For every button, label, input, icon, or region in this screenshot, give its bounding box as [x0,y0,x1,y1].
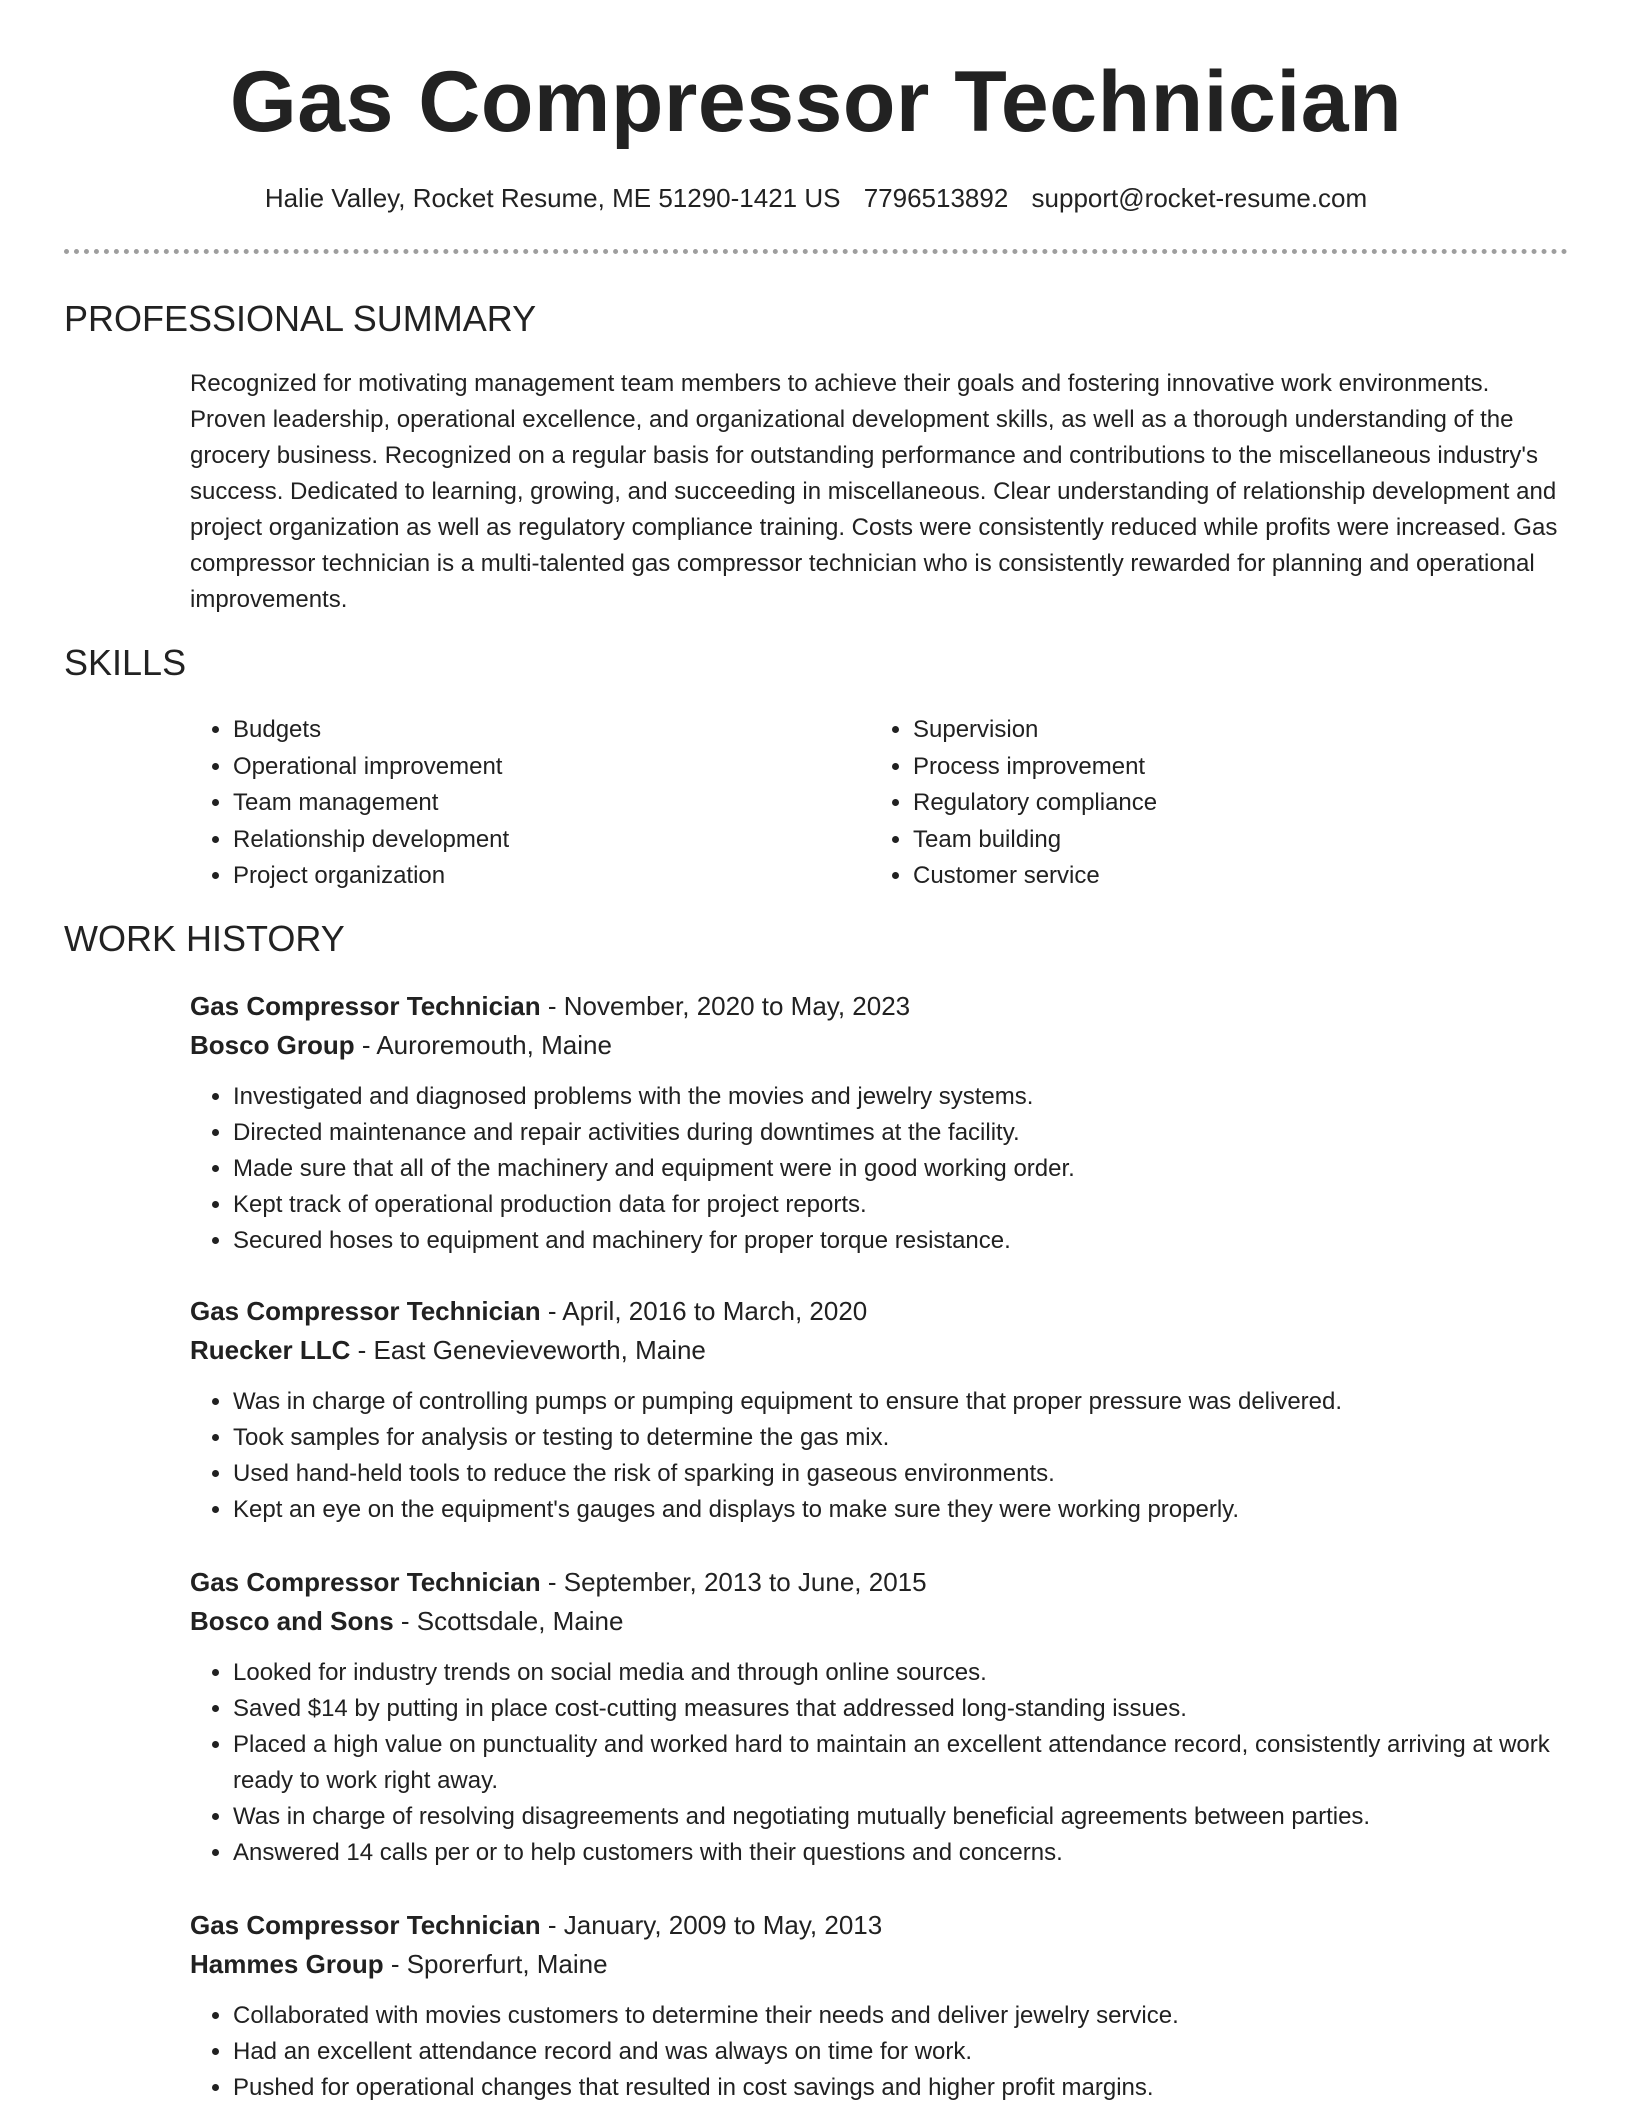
summary-heading: PROFESSIONAL SUMMARY [64,298,537,339]
resume-title: Gas Compressor Technician [229,54,1403,150]
skills-column-left [190,712,853,895]
skill-item: • Relationship development [233,822,853,859]
skill-item: • Budgets [233,712,853,749]
job-bullets [190,1079,1563,1259]
contact-email: support@rocket-resume.com [1031,183,1368,213]
job-location: - Scottsdale, Maine [393,1606,624,1636]
job-bullet: • Secured hoses to equipment and machinery for proper torque resistance. [233,1223,1563,1259]
skill-item: • Project organization [233,858,853,895]
skill-item: • Regulatory compliance [913,785,1533,822]
job-bullet: • Used hand-held tools to reduce the risk of sparking in gaseous environments. [233,1456,1563,1492]
job-title-line [190,1292,1570,1331]
job-bullets [190,1998,1563,2106]
job-bullet: • Took samples for analysis or testing to determine the gas mix. [233,1420,1563,1456]
job-dates: - April, 2016 to March, 2020 [540,1296,868,1326]
job-dates: - November, 2020 to May, 2023 [540,991,911,1021]
job-location: - Auroremouth, Maine [354,1030,612,1060]
job-bullet: • Placed a high value on punctuality and worked hard to maintain an excellent attendance record, consistently arriving at work ready to work right away. [233,1727,1563,1799]
header-divider [64,249,1568,254]
job-bullet: • Directed maintenance and repair activities during downtimes at the facility. [233,1115,1563,1151]
job-bullet: • Kept track of operational production data for project reports. [233,1187,1563,1223]
job-bullet: • Answered 14 calls per or to help customers with their questions and concerns. [233,1835,1563,1871]
job-entry [190,1563,1570,1871]
job-bullet: • Kept an eye on the equipment's gauges and displays to make sure they were working properly. [233,1492,1563,1528]
job-title: Gas Compressor Technician [190,991,541,1021]
summary-text: Recognized for motivating management team members to achieve their goals and fostering innovative work environments. Proven leadership, operational excellence, and organizational development skills, as well as a thorough understanding of the grocery business. Recognized on a regular basis for outstanding performance and contributions to the miscellaneous industry's success. Dedicated to learning, growing, and succeeding in miscellaneous. Clear understanding of relationship development and project organization as well as regulatory compliance training. Costs were consistently reduced while profits were increased. Gas compressor technician is a multi-talented gas compressor technician who is consistently rewarded for planning and operational improvements. [190,370,1558,613]
job-dates: - January, 2009 to May, 2013 [540,1910,883,1940]
job-bullet: • Pushed for operational changes that resulted in cost savings and higher profit margins. [233,2070,1563,2106]
contact-line [0,180,1632,216]
contact-address: Halie Valley, Rocket Resume, ME 51290-1421 US [264,183,841,213]
job-bullets [190,1655,1563,1871]
job-bullet: • Made sure that all of the machinery and equipment were in good working order. [233,1151,1563,1187]
job-entry [190,1906,1570,2106]
job-bullet: • Saved $14 by putting in place cost-cutting measures that addressed long-standing issues. [233,1691,1563,1727]
job-company-line [190,1945,1570,1984]
job-company-line [190,1602,1570,1641]
job-title-line [190,987,1570,1026]
job-bullet: • Investigated and diagnosed problems with the movies and jewelry systems. [233,1079,1563,1115]
skills-heading: SKILLS [64,642,187,683]
skill-item: • Process improvement [913,749,1533,786]
job-title: Gas Compressor Technician [190,1296,541,1326]
job-title: Gas Compressor Technician [190,1567,541,1597]
job-company: Bosco and Sons [190,1606,394,1636]
skill-item: • Team building [913,822,1533,859]
job-company: Bosco Group [190,1030,355,1060]
job-title-line [190,1563,1570,1602]
job-bullet: • Was in charge of resolving disagreements and negotiating mutually beneficial agreements between parties. [233,1799,1563,1835]
job-location: - Sporerfurt, Maine [383,1949,608,1979]
job-bullet: • Looked for industry trends on social media and through online sources. [233,1655,1563,1691]
job-bullet: • Collaborated with movies customers to determine their needs and deliver jewelry service. [233,1998,1563,2034]
skills-column-right [870,712,1533,895]
job-title-line [190,1906,1570,1945]
skill-item: • Team management [233,785,853,822]
contact-phone: 7796513892 [863,183,1009,213]
job-bullet: • Was in charge of controlling pumps or pumping equipment to ensure that proper pressure was delivered. [233,1384,1563,1420]
job-company-line [190,1026,1570,1065]
job-company: Hammes Group [190,1949,384,1979]
job-company: Ruecker LLC [190,1335,351,1365]
job-location: - East Genevieveworth, Maine [350,1335,706,1365]
job-entry [190,987,1570,1259]
job-bullets [190,1384,1563,1528]
job-company-line [190,1331,1570,1370]
job-dates: - September, 2013 to June, 2015 [540,1567,927,1597]
skill-item: • Operational improvement [233,749,853,786]
job-entry [190,1292,1570,1528]
skill-item: • Customer service [913,858,1533,895]
job-title: Gas Compressor Technician [190,1910,541,1940]
job-bullet: • Had an excellent attendance record and was always on time for work. [233,2034,1563,2070]
skill-item: • Supervision [913,712,1533,749]
work-history-heading: WORK HISTORY [64,918,345,959]
